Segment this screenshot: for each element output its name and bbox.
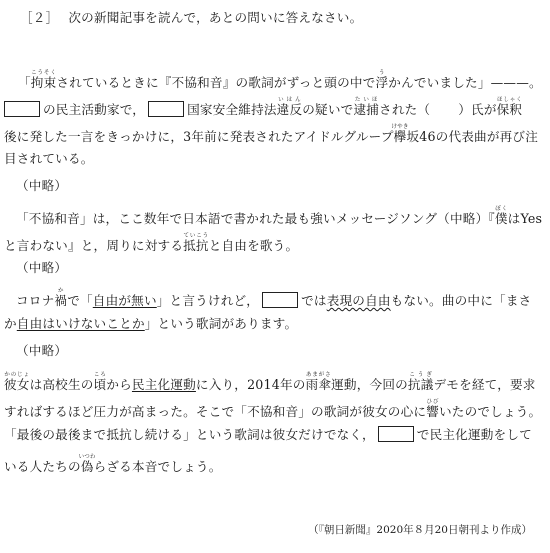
chuuryaku-1: （中略）: [16, 178, 68, 193]
chuuryaku-3: （中略）: [16, 343, 68, 358]
blank-box-3: [262, 292, 298, 308]
article-line-7: コロナ禍かで「自由が無い」と言うけれど， では表現の自由もない。曲の中に「まさ: [16, 288, 532, 308]
ruby-ka: 禍か: [54, 288, 68, 308]
underlined-minshuka-undou: 民主化運動: [131, 377, 196, 392]
ruby-taiho: 逮捕たいほ: [353, 97, 380, 117]
article-source: （『朝日新聞』2020年８月20日朝刊より作成）: [308, 524, 532, 536]
ruby-itsuwa: 偽いつわ: [78, 454, 96, 474]
underlined-jiyuu-wa-ikenai: 自由はいけないことか: [16, 316, 145, 331]
ruby-boku: 僕ぼく: [494, 206, 508, 226]
ruby-hibi: 響ひび: [426, 399, 439, 419]
article-line-1: 「拘束こうそくされているときに『不協和音』の歌詞がずっと頭の中で浮うかんでいました」———。: [18, 70, 542, 90]
article-line-3: 後に発した一言をきっかけに，3年前に発表されたアイドルグループ欅けやき坂46の代表曲が再び注: [4, 124, 539, 144]
ruby-keyaki: 欅けやき: [391, 124, 409, 144]
chuuryaku-2: （中略）: [16, 260, 68, 275]
question-label: ［２］: [20, 10, 59, 25]
ruby-ihan: 違反いはん: [276, 97, 303, 117]
blank-box-1: [4, 101, 40, 117]
article-line-9: 彼女かのじょは高校生の頃ころから民主化運動に入り，2014年の雨傘あまがさ運動，今回の抗議こうぎデモを経て，要求: [4, 372, 536, 392]
blank-box-2: [148, 101, 184, 117]
ruby-kougi: 抗議こうぎ: [407, 372, 434, 392]
article-line-5: 「不協和音」は，ここ数年で日本語で書かれた最も強いメッセージソング（中略）『僕ぼくはYes: [16, 206, 543, 226]
blank-box-4: [378, 426, 414, 442]
article-line-11: 「最後の最後まで抵抗し続ける」という歌詞は彼女だけでなく， で民主化運動をして: [4, 427, 532, 442]
ruby-kanojo: 彼女かのじょ: [4, 372, 30, 392]
question-header: [20, 10, 362, 26]
ruby-hoshaku: 保釈ほしゃく: [496, 97, 523, 117]
article-line-4: 目されている。: [4, 151, 94, 166]
ruby-koro: 頃ころ: [93, 372, 107, 392]
ruby-kousoku: 拘束こうそく: [30, 70, 57, 90]
article-line-10: すればするほど圧力が高まった。そこで「不協和音」の歌詞が彼女の心に響ひびいたのでしょう。: [4, 399, 542, 419]
underlined-jiyuu-ga-nai: 自由が無い: [92, 293, 157, 308]
ruby-uka: 浮う: [375, 70, 389, 90]
ruby-amagasa: 雨傘あまがさ: [305, 372, 332, 392]
ruby-teikou: 抵抗ていこう: [183, 233, 209, 253]
article-line-6: と言わない』と，周りに対する抵抗ていこうと自由を歌う。: [4, 233, 299, 253]
article-line-8: か自由はいけないことか」という歌詞があります。: [4, 316, 298, 331]
question-instruction: 次の新聞記事を読んで，あとの問いに答えなさい。: [68, 10, 363, 25]
article-line-2: の民主活動家で， 国家安全維持法違反いはんの疑いで逮捕たいほされた（ ）氏が保釈ほしゃく: [4, 97, 522, 118]
wavy-hyougen-no-jiyuu: 表現の自由: [326, 293, 391, 308]
article-line-12: いる人たちの偽いつわらざる本音でしょう。: [4, 454, 222, 474]
